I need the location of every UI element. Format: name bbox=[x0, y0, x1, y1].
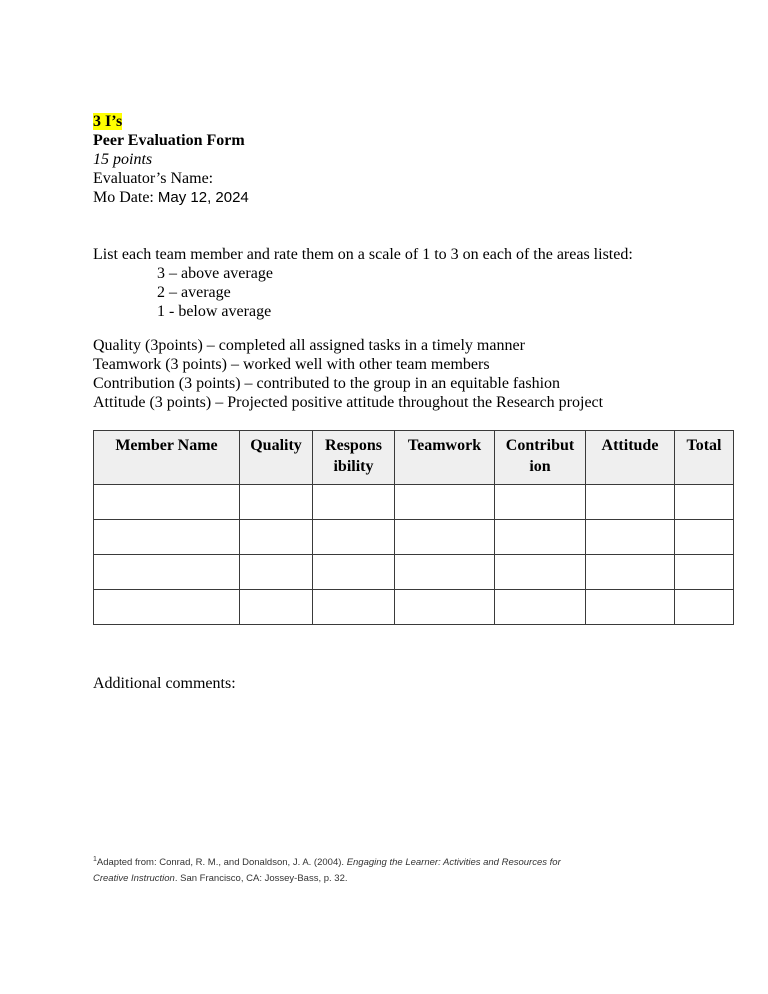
footnote-marker: 1 bbox=[93, 856, 97, 863]
table-cell[interactable] bbox=[675, 485, 734, 520]
criterion-teamwork: Teamwork (3 points) – worked well with other team members bbox=[93, 356, 490, 373]
footnote-text-a: Adapted from: Conrad, R. M., and Donaldson, J. A. (2004). bbox=[96, 857, 347, 869]
col-header-member-name: Member Name bbox=[94, 431, 240, 485]
table-row bbox=[94, 590, 734, 625]
footnote-title-a: Engaging the Learner: Activities and Resources for bbox=[346, 857, 561, 869]
criterion-contribution: Contribution (3 points) – contributed to the group in an equitable fashion bbox=[93, 375, 561, 392]
table-row bbox=[94, 485, 734, 520]
table-cell[interactable] bbox=[586, 590, 675, 625]
col-header-total: Total bbox=[675, 431, 734, 485]
table-cell[interactable] bbox=[495, 485, 586, 520]
col-header-contribution: Contribut ion bbox=[495, 431, 586, 485]
table-header-row bbox=[94, 431, 734, 485]
footnote-text-b: . San Francisco, CA: Jossey-Bass, p. 32. bbox=[174, 873, 348, 885]
table-cell[interactable] bbox=[94, 555, 240, 590]
table-cell[interactable] bbox=[395, 520, 495, 555]
table-cell[interactable] bbox=[675, 555, 734, 590]
table-cell[interactable] bbox=[313, 590, 395, 625]
date-prefix: Mo Date: bbox=[93, 189, 158, 206]
criterion-quality: Quality (3points) – completed all assigned tasks in a timely manner bbox=[93, 337, 525, 354]
table-cell[interactable] bbox=[240, 590, 313, 625]
criterion-attitude: Attitude (3 points) – Projected positive attitude throughout the Research project bbox=[93, 394, 604, 411]
document-body bbox=[93, 112, 733, 693]
form-title: Peer Evaluation Form bbox=[93, 132, 245, 149]
date-value: May 12, 2024 bbox=[157, 189, 249, 206]
table-cell[interactable] bbox=[313, 520, 395, 555]
table-cell[interactable] bbox=[495, 555, 586, 590]
table-cell[interactable] bbox=[240, 555, 313, 590]
table-cell[interactable] bbox=[586, 485, 675, 520]
instructions-intro: List each team member and rate them on a scale of 1 to 3 on each of the areas listed: bbox=[93, 246, 633, 263]
table-cell[interactable] bbox=[240, 520, 313, 555]
col-header-teamwork: Teamwork bbox=[395, 431, 495, 485]
table-cell[interactable] bbox=[313, 485, 395, 520]
footnote-title-b: Creative Instruction bbox=[93, 873, 175, 885]
scale-item-1: 1 - below average bbox=[157, 303, 272, 320]
table-cell[interactable] bbox=[395, 590, 495, 625]
date-line bbox=[93, 188, 733, 207]
table-cell[interactable] bbox=[94, 520, 240, 555]
footnote bbox=[93, 852, 653, 887]
table-cell[interactable] bbox=[395, 555, 495, 590]
table-cell[interactable] bbox=[495, 520, 586, 555]
table-cell[interactable] bbox=[675, 590, 734, 625]
table-cell[interactable] bbox=[586, 555, 675, 590]
scale-item-3: 3 – above average bbox=[157, 265, 273, 282]
peer-evaluation-table bbox=[93, 430, 734, 625]
table-cell[interactable] bbox=[395, 485, 495, 520]
header-badge-line bbox=[93, 112, 733, 131]
table-row bbox=[94, 555, 734, 590]
table-cell[interactable] bbox=[495, 590, 586, 625]
evaluator-name-label: Evaluator’s Name: bbox=[93, 170, 214, 187]
table-cell[interactable] bbox=[313, 555, 395, 590]
col-header-quality: Quality bbox=[240, 431, 313, 485]
course-badge: 3 I’s bbox=[93, 113, 123, 130]
table-cell[interactable] bbox=[94, 590, 240, 625]
table-cell[interactable] bbox=[675, 520, 734, 555]
table-cell[interactable] bbox=[586, 520, 675, 555]
table-cell[interactable] bbox=[240, 485, 313, 520]
col-header-attitude: Attitude bbox=[586, 431, 675, 485]
points-label: 15 points bbox=[93, 151, 153, 168]
table-row bbox=[94, 520, 734, 555]
col-header-responsibility: Respons ibility bbox=[313, 431, 395, 485]
additional-comments-label: Additional comments: bbox=[93, 675, 236, 692]
table-cell[interactable] bbox=[94, 485, 240, 520]
scale-item-2: 2 – average bbox=[157, 284, 231, 301]
